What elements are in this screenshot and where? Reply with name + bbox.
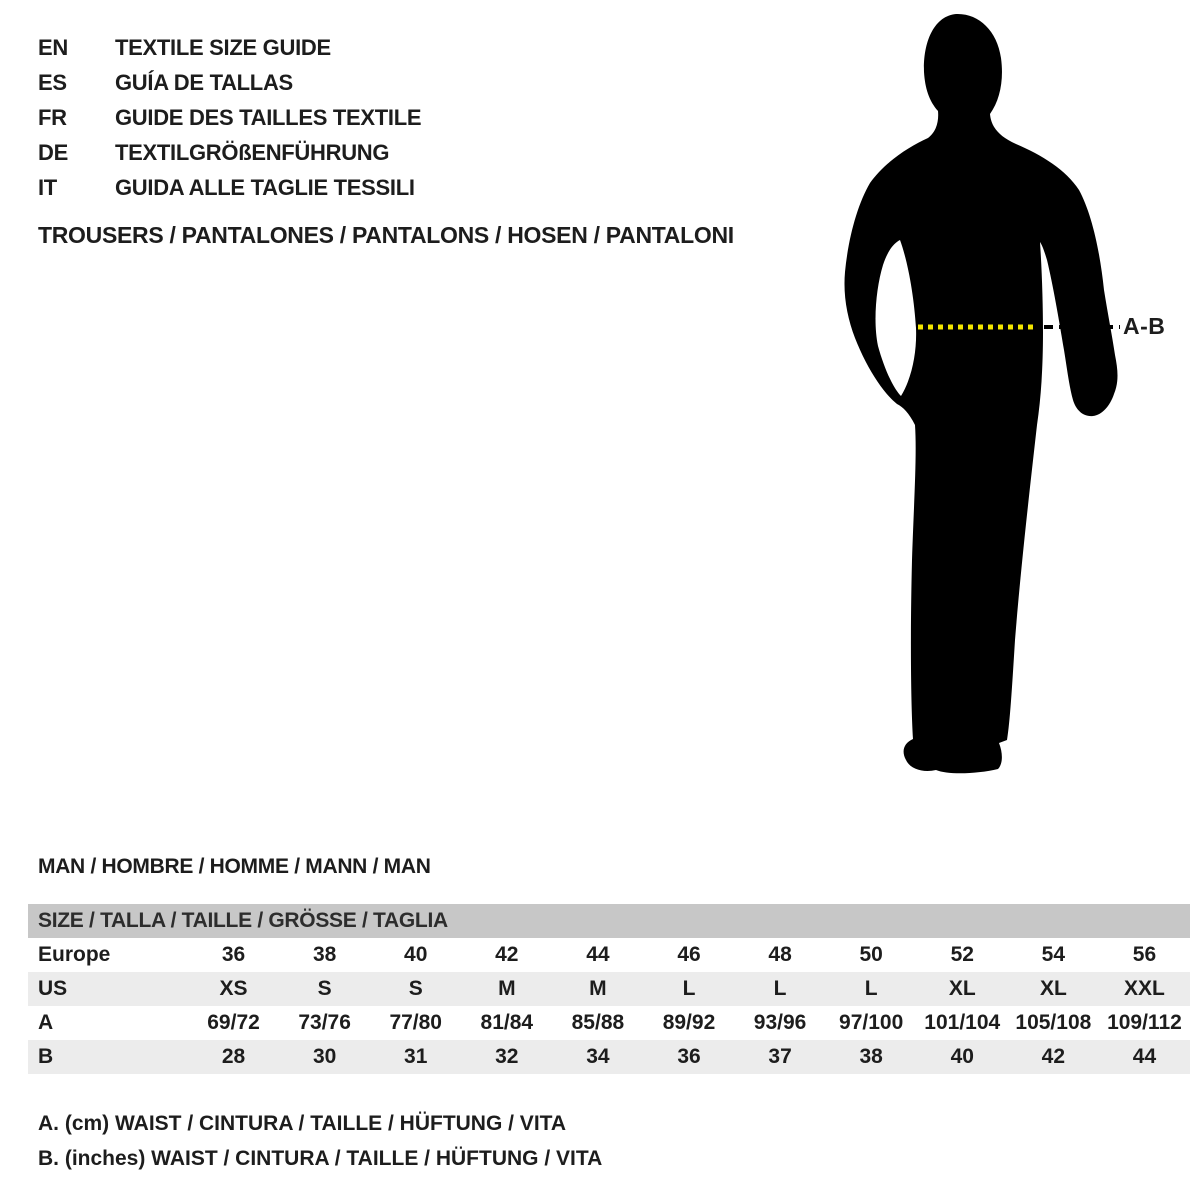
language-code: DE (38, 139, 68, 165)
language-code: IT (38, 174, 57, 200)
size-cell: 44 (586, 943, 610, 966)
language-row (38, 170, 421, 205)
size-cell: 52 (950, 943, 974, 966)
size-cell: 105/108 (1015, 1011, 1092, 1034)
size-cell: 77/80 (389, 1011, 442, 1034)
footnotes-block (38, 1106, 602, 1176)
man-silhouette-figure (820, 0, 1140, 800)
size-cell: 30 (312, 1045, 337, 1068)
language-code: FR (38, 104, 67, 130)
language-title: GUÍA DE TALLAS (115, 69, 293, 95)
product-type-heading: TROUSERS / PANTALONES / PANTALONS / HOSEN / PANTALONI (38, 222, 734, 248)
man-silhouette (844, 14, 1117, 773)
measure-label: A-B (1123, 313, 1166, 339)
size-cell: XL (948, 977, 976, 1000)
language-title: TEXTILGRÖßENFÜHRUNG (115, 139, 390, 165)
size-cell: 38 (859, 1045, 883, 1068)
language-row (38, 135, 421, 170)
table-row-a-cm (28, 1006, 1190, 1040)
size-cell: 89/92 (662, 1011, 716, 1034)
size-cell: 69/72 (207, 1011, 260, 1034)
table-row-europe (28, 938, 1190, 972)
size-cell: 42 (495, 943, 519, 966)
size-table (28, 904, 1190, 1074)
size-cell: XS (219, 977, 248, 1000)
size-cell: 97/100 (839, 1011, 904, 1034)
size-cell: S (317, 977, 332, 1000)
language-row (38, 65, 421, 100)
size-cell: 81/84 (480, 1011, 534, 1034)
size-cell: 31 (404, 1045, 428, 1068)
size-cell: 36 (677, 1045, 701, 1068)
size-cell: 28 (221, 1045, 246, 1068)
size-cell: 48 (768, 943, 792, 966)
row-label: A (38, 1011, 54, 1034)
table-row-b-inches (28, 1040, 1190, 1074)
language-title-block (38, 30, 421, 205)
size-cell: XL (1039, 977, 1067, 1000)
size-cell: 40 (404, 943, 428, 966)
size-cell: 38 (312, 943, 337, 966)
size-cell: M (589, 977, 607, 1000)
size-cell: 101/104 (924, 1011, 1001, 1034)
size-cell: 50 (859, 943, 883, 966)
size-cell: 54 (1041, 943, 1066, 966)
language-title: GUIDA ALLE TAGLIE TESSILI (115, 174, 415, 200)
table-row-us (28, 972, 1190, 1006)
footnote-a: A. (cm) WAIST / CINTURA / TAILLE / HÜFTUNG / VITA (38, 1112, 567, 1135)
language-code: EN (38, 34, 68, 60)
size-cell: 44 (1132, 1045, 1157, 1068)
row-label: B (38, 1045, 54, 1068)
size-table-header: SIZE / TALLA / TAILLE / GRÖSSE / TAGLIA (28, 904, 1190, 938)
size-cell: XXL (1124, 977, 1165, 1000)
footnote-b: B. (inches) WAIST / CINTURA / TAILLE / HÜFTUNG / VITA (38, 1147, 603, 1170)
row-label: Europe (38, 943, 111, 966)
gender-heading: MAN / HOMBRE / HOMME / MANN / MAN (38, 855, 431, 878)
size-cell: 40 (950, 1045, 974, 1068)
size-cell: L (864, 977, 878, 1000)
language-row (38, 100, 421, 135)
size-cell: 56 (1132, 943, 1157, 966)
language-title: TEXTILE SIZE GUIDE (115, 34, 331, 60)
size-cell: L (682, 977, 696, 1000)
size-cell: 109/112 (1107, 1011, 1182, 1034)
size-cell: 46 (677, 943, 701, 966)
size-cell: 85/88 (571, 1011, 625, 1034)
size-cell: 73/76 (298, 1011, 351, 1034)
size-cell: 36 (221, 943, 246, 966)
size-cell: 93/96 (753, 1011, 807, 1034)
size-cell: M (498, 977, 516, 1000)
size-cell: S (408, 977, 423, 1000)
row-label: US (38, 977, 68, 1000)
size-cell: 32 (495, 1045, 519, 1068)
language-row (38, 30, 421, 65)
size-cell: 34 (586, 1045, 610, 1068)
size-cell: 37 (768, 1045, 792, 1068)
size-cell: L (773, 977, 787, 1000)
language-title: GUIDE DES TAILLES TEXTILE (115, 104, 422, 130)
language-code: ES (38, 69, 67, 95)
size-cell: 42 (1041, 1045, 1066, 1068)
